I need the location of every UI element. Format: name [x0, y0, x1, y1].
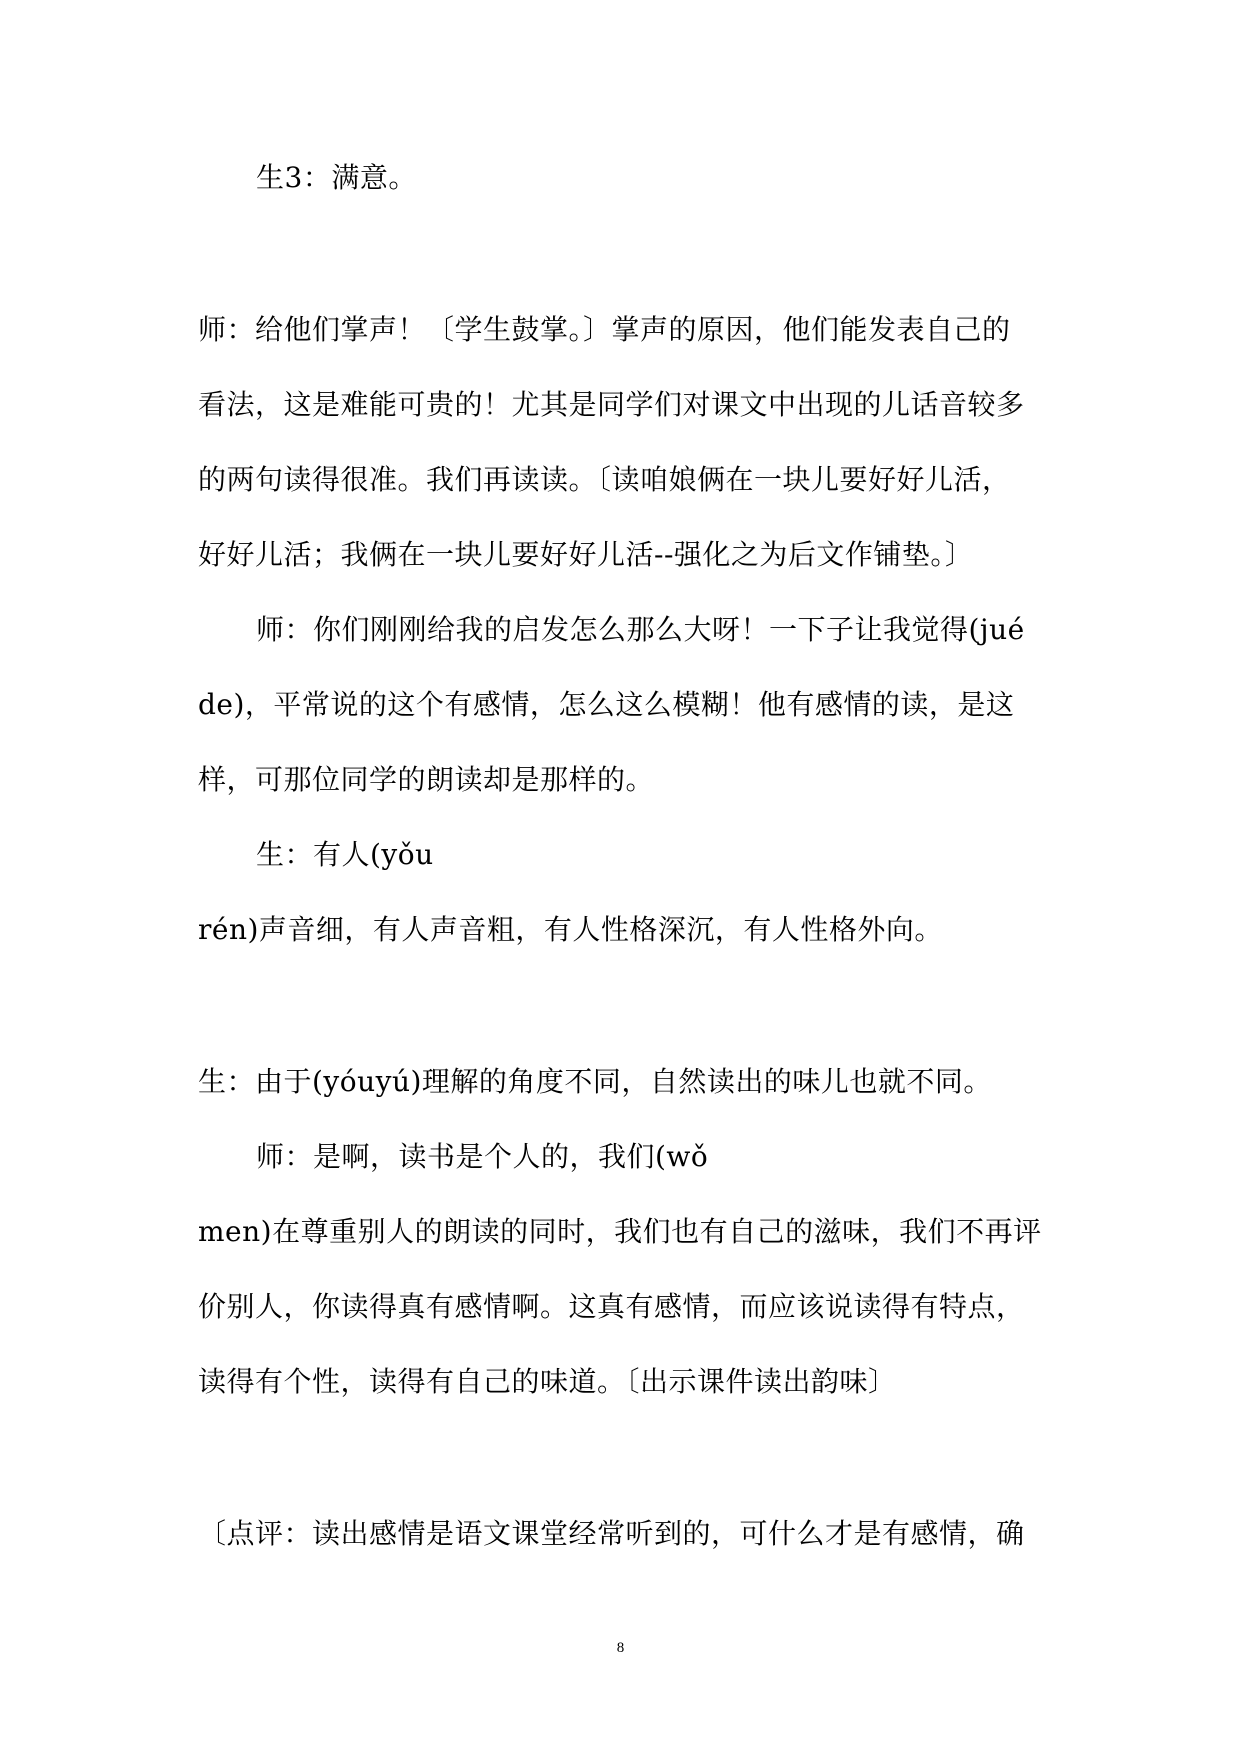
paragraph-line: 的两句读得很准。我们再读读。〔读咱娘俩在一块儿要好好儿活，	[198, 463, 1011, 496]
paragraph-line: 师：你们刚刚给我的启发怎么那么大呀！一下子让我觉得(jué	[256, 613, 1025, 646]
paragraph-line: 〔点评：读出感情是语文课堂经常听到的，可什么才是有感情，确	[198, 1517, 1025, 1550]
page-number: 8	[616, 1640, 625, 1656]
paragraph-line: 师：给他们掌声！〔学生鼓掌。〕掌声的原因，他们能发表自己的	[198, 313, 1011, 346]
paragraph-line: 看法，这是难能可贵的！尤其是同学们对课文中出现的儿话音较多	[198, 388, 1025, 421]
paragraph-line: 师：是啊，读书是个人的，我们(wǒ	[256, 1140, 709, 1173]
paragraph-line: 价别人，你读得真有感情啊。这真有感情，而应该说读得有特点，	[198, 1290, 1025, 1323]
paragraph-line: 读得有个性，读得有自己的味道。〔出示课件读出韵味〕	[198, 1365, 897, 1398]
paragraph-line: 好好儿活；我俩在一块儿要好好儿活--强化之为后文作铺垫。〕	[198, 538, 974, 571]
paragraph-line: men)在尊重别人的朗读的同时，我们也有自己的滋味，我们不再评	[198, 1215, 1042, 1248]
paragraph-line: 生：有人(yǒu	[256, 838, 434, 871]
paragraph-line: de)，平常说的这个有感情，怎么这么模糊！他有感情的读，是这	[198, 688, 1015, 721]
paragraph-line: 样，可那位同学的朗读却是那样的。	[198, 763, 655, 796]
paragraph-line: 生：由于(yóuyú)理解的角度不同，自然读出的味儿也就不同。	[198, 1065, 992, 1098]
paragraph-line: 生3：满意。	[256, 161, 417, 194]
paragraph-line: rén)声音细，有人声音粗，有人性格深沉，有人性格外向。	[198, 913, 943, 946]
